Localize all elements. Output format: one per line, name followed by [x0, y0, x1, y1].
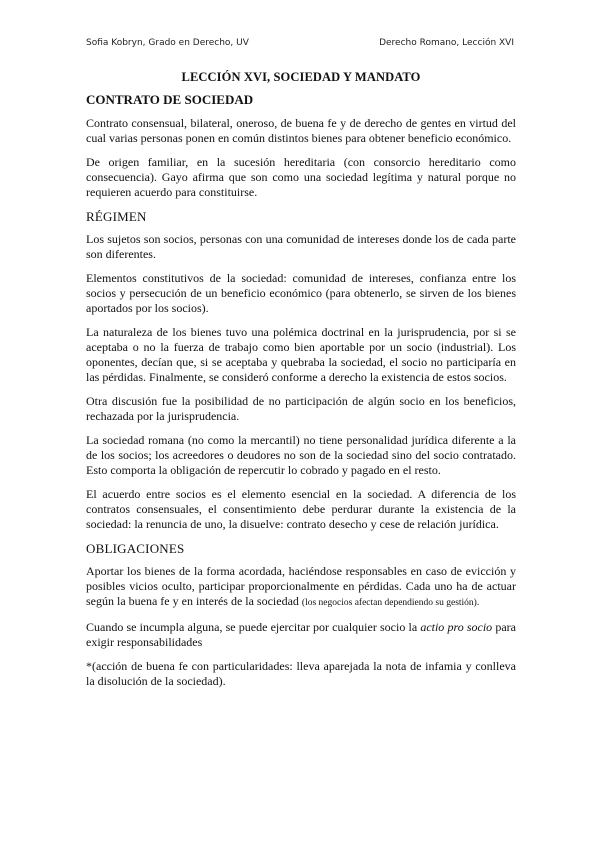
document-title: LECCIÓN XVI, SOCIEDAD Y MANDATO — [181, 70, 421, 84]
document-body — [86, 70, 516, 698]
paragraph-legal-personality: La sociedad romana (no como la mercantil) no tiene personalidad jurídica diferente a la de los socios; los acreedores o deudores no son de la sociedad sino del socio contratado. Esto comporta la obligación de repercutir lo cobrado y pagado en el resto. — [86, 433, 516, 477]
paragraph-definition: Contrato consensual, bilateral, oneroso, de buena fe y de derecho de gentes en virtud del cual varias personas ponen en común distintos bienes para obtener beneficio económico. — [86, 116, 516, 145]
section-heading-obligaciones: OBLIGACIONES — [86, 541, 185, 556]
paragraph-discussion: Otra discusión fue la posibilidad de no participación de algún socio en los beneficios, rechazada por la jurisprudencia. — [86, 394, 516, 423]
obligations-note: (los negocios afectan dependiendo su gestión). — [301, 598, 480, 608]
paragraph-agreement: El acuerdo entre socios es el elemento esencial en la sociedad. A diferencia de los contratos consensuales, el consentimiento debe perdurar durante la existencia de la sociedad: la renuncia de uno, la disuelve: contrato desecho y cese de relación jurídica. — [86, 487, 516, 531]
actio-term: actio pro socio — [420, 620, 493, 634]
paragraph-elements: Elementos constitutivos de la sociedad: comunidad de intereses, confianza entre los socios y persecución de un beneficio económico (para obtenerlo, se sirven de los bienes aportados por los socios). — [86, 271, 516, 315]
paragraph-subjects: Los sujetos son socios, personas con una comunidad de intereses donde los de cada parte son diferentes. — [86, 232, 516, 261]
paragraph-obligations — [86, 564, 516, 611]
obligations-text: Aportar los bienes de la forma acordada, haciéndose responsables en caso de evicción y posibles vicios oculto, participar proporcionalmente en pérdidas. Cada uno ha de actuar según la buena fe y en interés de la sociedad — [86, 564, 516, 608]
section-heading-regimen: RÉGIMEN — [86, 209, 147, 224]
paragraph-actio — [86, 620, 516, 650]
paragraph-nature: La naturaleza de los bienes tuvo una polémica doctrinal en la jurisprudencia, por si se aceptaba o no la fuerza de trabajo como bien aportable por un socio (industrial). Los oponentes, decían que, si se aceptaba y quebraba la sociedad, el socio no participaría en las pérdidas. Finalmente, se consideró conforme a derecho la existencia de estos socios. — [86, 325, 516, 384]
actio-post: para exigir responsabilidades — [86, 620, 517, 649]
page-header — [86, 38, 514, 48]
header-course: Derecho Romano, Lección XVI — [379, 38, 514, 48]
section-heading-contrato: CONTRATO DE SOCIEDAD — [86, 92, 254, 107]
paragraph-footnote: *(acción de buena fe con particularidades: lleva aparejada la nota de infamia y conlleva la disolución de la sociedad). — [86, 659, 516, 688]
actio-pre: Cuando se incumpla alguna, se puede ejercitar por cualquier socio la — [86, 620, 418, 634]
paragraph-origin: De origen familiar, en la sucesión hereditaria (con consorcio hereditario como consecuencia). Gayo afirma que son como una sociedad legítima y natural porque no requieren acuerdo para constituirse. — [86, 155, 516, 199]
header-author: Sofia Kobryn, Grado en Derecho, UV — [86, 38, 249, 48]
